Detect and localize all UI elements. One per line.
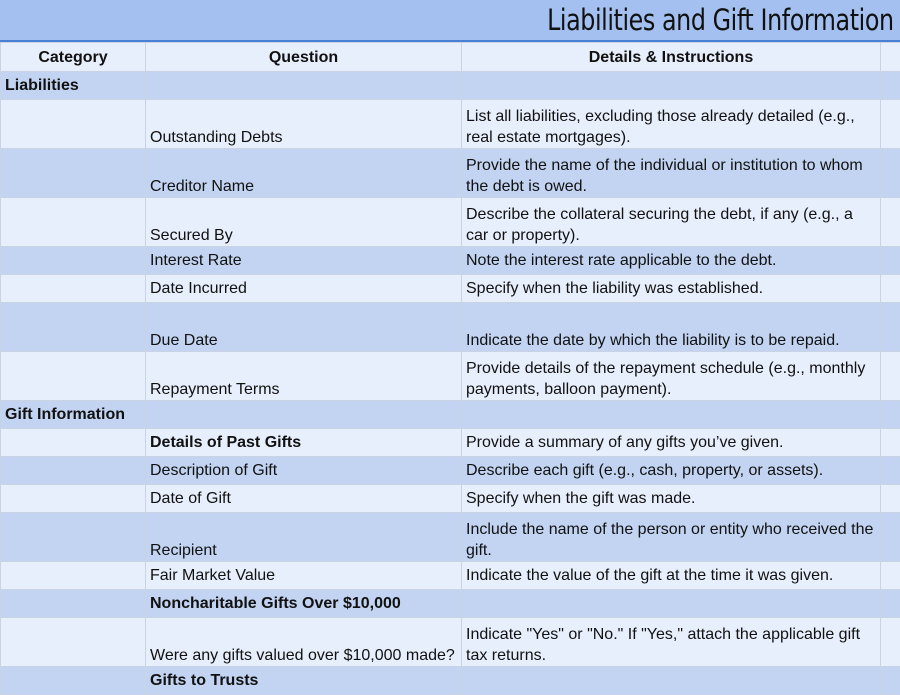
- question-cell[interactable]: Fair Market Value: [146, 562, 462, 590]
- question-cell[interactable]: Description of Gift: [146, 457, 462, 485]
- question-cell[interactable]: Outstanding Debts: [146, 100, 462, 149]
- table-row: [1, 590, 900, 618]
- table-row: [1, 100, 900, 149]
- category-cell[interactable]: [1, 198, 146, 247]
- header-question[interactable]: Question: [146, 43, 462, 72]
- empty-cell[interactable]: [881, 352, 900, 401]
- details-cell[interactable]: Indicate the value of the gift at the time it was given.: [462, 562, 881, 590]
- question-cell[interactable]: Date Incurred: [146, 275, 462, 303]
- question-cell[interactable]: Repayment Terms: [146, 352, 462, 401]
- category-cell[interactable]: [1, 429, 146, 457]
- category-cell[interactable]: [1, 618, 146, 667]
- header-row: [1, 43, 900, 72]
- details-cell[interactable]: List all liabilities, excluding those already detailed (e.g., real estate mortgages).: [462, 100, 881, 149]
- question-cell[interactable]: Gifts to Trusts: [146, 667, 462, 695]
- details-cell[interactable]: Describe the collateral securing the debt, if any (e.g., a car or property).: [462, 198, 881, 247]
- empty-cell[interactable]: [881, 513, 900, 562]
- empty-cell[interactable]: [881, 667, 900, 695]
- category-cell[interactable]: [1, 303, 146, 352]
- details-cell[interactable]: Provide the name of the individual or institution to whom the debt is owed.: [462, 149, 881, 198]
- question-cell[interactable]: Were any gifts valued over $10,000 made?: [146, 618, 462, 667]
- empty-cell[interactable]: [881, 303, 900, 352]
- section-row: [1, 401, 900, 429]
- details-cell[interactable]: Note the interest rate applicable to the debt.: [462, 247, 881, 275]
- question-cell[interactable]: Secured By: [146, 198, 462, 247]
- question-cell[interactable]: Date of Gift: [146, 485, 462, 513]
- question-cell[interactable]: Interest Rate: [146, 247, 462, 275]
- empty-cell[interactable]: [462, 401, 881, 429]
- category-cell[interactable]: [1, 667, 146, 695]
- question-cell[interactable]: Creditor Name: [146, 149, 462, 198]
- empty-cell[interactable]: [881, 457, 900, 485]
- empty-cell[interactable]: [881, 72, 900, 100]
- table-row: [1, 303, 900, 352]
- details-cell[interactable]: Describe each gift (e.g., cash, property, or assets).: [462, 457, 881, 485]
- details-cell[interactable]: Provide a summary of any gifts you’ve given.: [462, 429, 881, 457]
- empty-cell[interactable]: [881, 401, 900, 429]
- details-cell[interactable]: Provide details of the repayment schedule (e.g., monthly payments, balloon payment).: [462, 352, 881, 401]
- table-row: [1, 457, 900, 485]
- empty-cell[interactable]: [881, 100, 900, 149]
- empty-cell[interactable]: [881, 618, 900, 667]
- table-row: [1, 247, 900, 275]
- empty-cell[interactable]: [881, 562, 900, 590]
- empty-cell[interactable]: [881, 149, 900, 198]
- section-title[interactable]: Gift Information: [1, 401, 146, 429]
- empty-cell[interactable]: [881, 198, 900, 247]
- details-cell[interactable]: Specify when the liability was established.: [462, 275, 881, 303]
- table-row: [1, 275, 900, 303]
- table-row: [1, 198, 900, 247]
- empty-cell[interactable]: [462, 72, 881, 100]
- empty-cell[interactable]: [146, 72, 462, 100]
- empty-cell[interactable]: [881, 590, 900, 618]
- category-cell[interactable]: [1, 352, 146, 401]
- category-cell[interactable]: [1, 590, 146, 618]
- details-cell[interactable]: Include the name of the person or entity who received the gift.: [462, 513, 881, 562]
- question-cell[interactable]: Recipient: [146, 513, 462, 562]
- table-row: [1, 562, 900, 590]
- question-cell[interactable]: Due Date: [146, 303, 462, 352]
- category-cell[interactable]: [1, 100, 146, 149]
- table-row: [1, 352, 900, 401]
- title-bar: [0, 0, 900, 42]
- header-category[interactable]: Category: [1, 43, 146, 72]
- header-details[interactable]: Details & Instructions: [462, 43, 881, 72]
- table-row: [1, 667, 900, 695]
- empty-cell[interactable]: [881, 247, 900, 275]
- table-row: [1, 429, 900, 457]
- question-cell[interactable]: Details of Past Gifts: [146, 429, 462, 457]
- section-title[interactable]: Liabilities: [1, 72, 146, 100]
- empty-cell[interactable]: [881, 275, 900, 303]
- empty-cell[interactable]: [146, 401, 462, 429]
- details-cell[interactable]: Specify when the gift was made.: [462, 485, 881, 513]
- category-cell[interactable]: [1, 275, 146, 303]
- details-cell[interactable]: Indicate "Yes" or "No." If "Yes," attach the applicable gift tax returns.: [462, 618, 881, 667]
- category-cell[interactable]: [1, 485, 146, 513]
- category-cell[interactable]: [1, 457, 146, 485]
- details-cell[interactable]: [462, 667, 881, 695]
- details-cell[interactable]: [462, 590, 881, 618]
- empty-cell[interactable]: [881, 429, 900, 457]
- table-row: [1, 513, 900, 562]
- question-cell[interactable]: Noncharitable Gifts Over $10,000: [146, 590, 462, 618]
- category-cell[interactable]: [1, 513, 146, 562]
- table-body: [1, 72, 900, 695]
- empty-cell[interactable]: [881, 485, 900, 513]
- category-cell[interactable]: [1, 562, 146, 590]
- spreadsheet-table: [0, 42, 900, 695]
- category-cell[interactable]: [1, 149, 146, 198]
- page-title: Liabilities and Gift Information: [547, 0, 894, 40]
- table-row: [1, 618, 900, 667]
- details-cell[interactable]: Indicate the date by which the liability is to be repaid.: [462, 303, 881, 352]
- header-extra[interactable]: [881, 43, 900, 72]
- table-row: [1, 149, 900, 198]
- section-row: [1, 72, 900, 100]
- category-cell[interactable]: [1, 247, 146, 275]
- table-row: [1, 485, 900, 513]
